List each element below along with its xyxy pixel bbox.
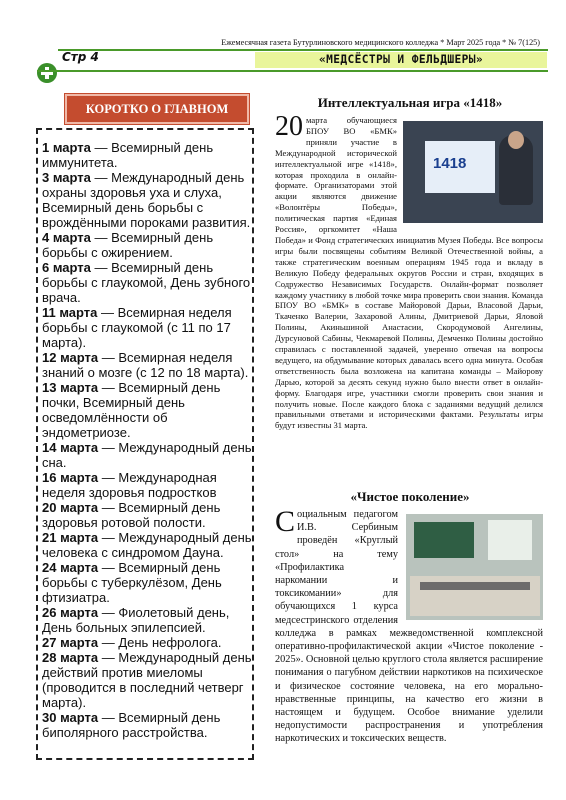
- event-item: [42, 470, 252, 500]
- event-text: — Всемирная неделя борьбы с глаукомой (с 11 по 17 марта).: [42, 305, 232, 350]
- event-item: [42, 380, 252, 440]
- article-title-clean-generation: «Чистое поколение»: [350, 489, 470, 504]
- event-date: 20 марта: [42, 500, 99, 515]
- event-item: [42, 635, 252, 650]
- event-date: 3 марта: [42, 170, 91, 185]
- event-text: — Международный день человека с синдромом Дауна.: [42, 530, 252, 560]
- article-body-clean-generation: [275, 505, 543, 746]
- events-list: [36, 128, 254, 760]
- event-item: [42, 305, 252, 350]
- event-item: [42, 530, 252, 560]
- event-date: 27 марта: [42, 635, 99, 650]
- event-item: [42, 260, 252, 305]
- event-text: — День нефролога.: [98, 635, 222, 650]
- event-text: — Международный день охраны здоровья уха и слуха, Всемирный день борьбы с врождёнными пороками развития.: [42, 170, 251, 230]
- drop-cap: С: [275, 505, 296, 538]
- event-item: [42, 500, 252, 530]
- event-text: — Международная неделя здоровья подростков: [42, 470, 217, 500]
- event-text: — Всемирный день здоровья ротовой полости.: [42, 500, 221, 530]
- medical-cross-icon: [37, 63, 57, 83]
- article-body-1418: [275, 111, 543, 431]
- masthead: Ежемесячная газета Бутурлиновского медицинского колледжа * Март 2025 года * № 7(125): [221, 38, 540, 47]
- event-text: — Фиолетовый день, День больных эпилепсией.: [42, 605, 230, 635]
- event-item: [42, 560, 252, 605]
- desks: [410, 576, 540, 616]
- event-date: 6 марта: [42, 260, 91, 275]
- chalkboard: [414, 522, 474, 558]
- page-number: Стр 4: [62, 50, 99, 64]
- screen-label: 1418: [433, 155, 467, 172]
- event-date: 13 марта: [42, 380, 99, 395]
- event-item: [42, 140, 252, 170]
- event-photo: [403, 121, 543, 223]
- event-date: 1 марта: [42, 140, 91, 155]
- event-date: 26 марта: [42, 605, 99, 620]
- event-item: [42, 170, 252, 230]
- event-date: 24 марта: [42, 560, 99, 575]
- article-text: марта обучающиеся БПОУ ВО «БМК» приняли участие в Международной исторической интеллектуальной игре «1418», которая проходила в онлайн-формате. Организаторами этой акции являются движение «Волонтёры Победы», политическая партия «Единая Россия», оргкомитет «Наша Победа» и Фонд стратегических инициатив Музея Победы. Все вопросы игры были посвящены событиям Великой Отечественной войны, а также стратегическим военным операциям 1945 года и вкладу в Великую Победу федеральных округов России и стран, входящих в Содружество Независимых Государств. Онлайн-формат позволяет каждому участнику в любой точке мира проверить свои знания. Команда БПОУ ВО «БМК» в составе Майоровой Дарьи, Власовой Дарьи, Ткаченко Валерии, Захаровой Алины, Дмитриевой Дарьи, Яловой Полины, Акиньшиной Анастасии, Скородумовой Ангелины, Дурсуновой Сабины, Чекмаревой Полины, Демченко Полины достойно справилась с поставленной задачей, уверенно отвечая на вопросы ведущего, на обдумывание которых давалась всего одна минута. Особая ответственность была возложена на капитана команды – Майорову Дарью, которой за десять секунд нужно было внести ответ в онлайн-форму. Благодаря игре, участники смогли проверить свои знания и получить новые. После каждого блока с заданиями ведущий делился правильными ответами и историческими фактами. Результаты игры будут известны 31 марта.: [275, 115, 543, 431]
- event-item: [42, 440, 252, 470]
- article-text: оциальным педагогом И.В. Сербиным проведён «Круглый стол» на тему «Профилактика наркомании и токсикомании» для обучающихся 1 курса медсестринского отделения колледжа в рамках межведомственной комплексной оперативно-профилактической акции «Чистое поколение - 2025». Основной целью круглого стола является расширение понимания о пагубном действии наркотиков на психическое и физическое состояние человека, на его морально-нравственные принципы, на качество его жизни в настоящем и будущем. Особое внимание уделили недопустимости распространения и употребления наркотических и токсических веществ.: [275, 509, 543, 745]
- projection-screen: [425, 141, 495, 193]
- event-item: [42, 710, 252, 740]
- classroom-photo: [406, 514, 543, 620]
- drop-cap: 20: [275, 111, 303, 142]
- event-text: — Всемирный день иммунитета.: [42, 140, 214, 170]
- event-date: 16 марта: [42, 470, 99, 485]
- event-text: — Всемирный день биполярного расстройства.: [42, 710, 221, 740]
- event-date: 4 марта: [42, 230, 91, 245]
- event-item: [42, 350, 252, 380]
- event-text: — Всемирный день борьбы с глаукомой, День зубного врача.: [42, 260, 251, 305]
- article-title-1418: Интеллектуальная игра «1418»: [317, 95, 503, 110]
- event-text: — Всемирный день почки, Всемирный день осведомлённости об эндометриозе.: [42, 380, 221, 440]
- event-item: [42, 605, 252, 635]
- header-bottom-rule: [37, 70, 548, 72]
- event-text: — Всемирный день борьбы с ожирением.: [42, 230, 214, 260]
- event-text: — Всемирная неделя знаний о мозге (с 12 по 18 марта).: [42, 350, 249, 380]
- event-date: 21 марта: [42, 530, 99, 545]
- event-date: 12 марта: [42, 350, 99, 365]
- event-item: [42, 230, 252, 260]
- event-date: 14 марта: [42, 440, 99, 455]
- event-date: 11 марта: [42, 305, 98, 320]
- event-date: 30 марта: [42, 710, 99, 725]
- section-banner: «МЕДСЁСТРЫ И ФЕЛЬДШЕРЫ»: [255, 52, 547, 68]
- student-figure: [499, 135, 533, 205]
- header-top-rule: [58, 49, 548, 51]
- event-text: — Международный день действий против миеломы (проводится в последний четверг марта).: [42, 650, 252, 710]
- event-item: [42, 650, 252, 710]
- window: [488, 520, 532, 560]
- event-text: — Международный день сна.: [42, 440, 252, 470]
- event-date: 28 марта: [42, 650, 99, 665]
- event-text: — Всемирный день борьбы с туберкулёзом, День фтизиатра.: [42, 560, 222, 605]
- sidebar-title: КОРОТКО О ГЛАВНОМ: [65, 94, 249, 124]
